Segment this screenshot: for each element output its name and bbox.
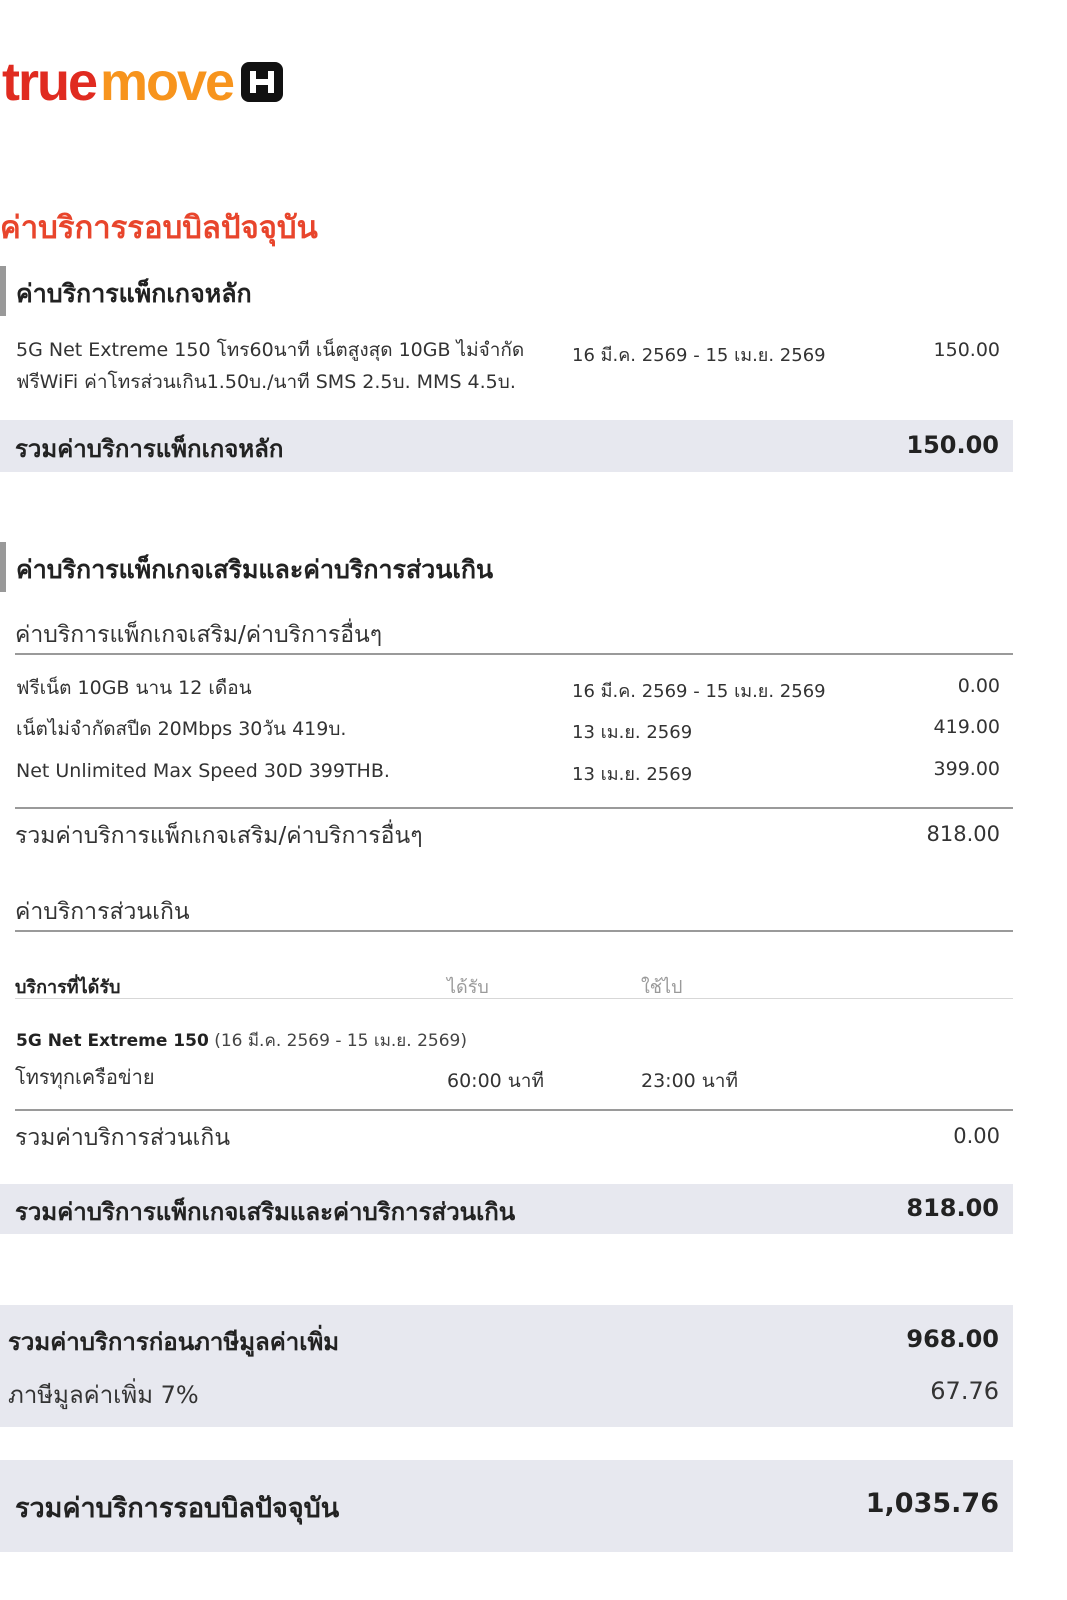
grand-total-amount: 1,035.76 (865, 1488, 999, 1519)
logo-h-icon (247, 68, 277, 96)
overage-heading: ค่าบริการส่วนเกิน (15, 899, 190, 925)
addon-total-amount: 818.00 (906, 1194, 999, 1222)
logo-h-badge (241, 62, 283, 102)
col-header-used: ใช้ไป (641, 977, 683, 998)
usage-package-period: (16 มี.ค. 2569 - 15 เม.ย. 2569) (214, 1031, 467, 1051)
usage-package-line (16, 1027, 467, 1054)
page-title: ค่าบริการรอบบิลปัจจุบัน (0, 210, 318, 246)
col-header-received: ได้รับ (447, 977, 489, 998)
addon-item-desc: ฟรีเน็ต 10GB นาน 12 เดือน (16, 677, 252, 699)
overage-total-amount: 0.00 (953, 1124, 1000, 1148)
logo-move-text: move (100, 52, 234, 112)
main-package-desc-line2: ฟรีWiFi ค่าโทรส่วนเกิน1.50บ./นาที SMS 2.5บ. MMS 4.5บ. (16, 371, 516, 393)
usage-row-used: 23:00 นาที (641, 1070, 738, 1092)
main-package-heading-text: ค่าบริการแพ็กเกจหลัก (16, 279, 252, 308)
main-package-heading (0, 266, 706, 316)
others-total-amount: 818.00 (926, 822, 1000, 846)
main-package-total-label: รวมค่าบริการแพ็กเกจหลัก (15, 435, 284, 463)
overage-total-divider (15, 1109, 1013, 1111)
others-total-divider (15, 807, 1013, 809)
grand-total-band (0, 1460, 1013, 1552)
pre-vat-amount: 968.00 (906, 1325, 999, 1353)
pre-vat-label: รวมค่าบริการก่อนภาษีมูลค่าเพิ่ม (8, 1328, 340, 1356)
main-package-period: 16 มี.ค. 2569 - 15 เม.ย. 2569 (572, 345, 826, 366)
summary-band (0, 1305, 1013, 1427)
overage-total-label: รวมค่าบริการส่วนเกิน (15, 1125, 231, 1151)
addon-item-period: 13 เม.ย. 2569 (572, 764, 693, 785)
main-package-total-amount: 150.00 (906, 431, 999, 459)
logo-true-text: true (2, 52, 97, 112)
addon-total-label: รวมค่าบริการแพ็กเกจเสริมและค่าบริการส่วนเกิน (15, 1198, 516, 1226)
main-package-desc-line1: 5G Net Extreme 150 โทร60นาที เน็ตสูงสุด 10GB ไม่จำกัด (16, 339, 525, 361)
addon-heading (0, 542, 706, 592)
addon-item-period: 13 เม.ย. 2569 (572, 722, 693, 743)
overage-heading-divider (15, 930, 1013, 932)
others-heading-divider (15, 653, 1013, 655)
addon-total-band (0, 1184, 1013, 1234)
main-package-amount: 150.00 (933, 339, 1000, 361)
col-header-service: บริการที่ได้รับ (15, 977, 121, 998)
others-heading: ค่าบริการแพ็กเกจเสริม/ค่าบริการอื่นๆ (15, 622, 383, 648)
main-package-total-band (0, 420, 1013, 472)
usage-package-name: 5G Net Extreme 150 (16, 1031, 209, 1051)
others-total-label: รวมค่าบริการแพ็กเกจเสริม/ค่าบริการอื่นๆ (15, 823, 423, 849)
addon-item-desc: เน็ตไม่จำกัดสปีด 20Mbps 30วัน 419บ. (16, 718, 347, 740)
vat-amount: 67.76 (930, 1377, 999, 1405)
addon-item-period: 16 มี.ค. 2569 - 15 เม.ย. 2569 (572, 681, 826, 702)
vat-label: ภาษีมูลค่าเพิ่ม 7% (8, 1381, 199, 1409)
addon-item-amount: 0.00 (957, 675, 1000, 697)
addon-item-amount: 399.00 (933, 758, 1000, 780)
addon-item-amount: 419.00 (933, 716, 1000, 738)
addon-item-desc: Net Unlimited Max Speed 30D 399THB. (16, 760, 390, 782)
truemove-h-logo (2, 52, 283, 112)
usage-row-service: โทรทุกเครือข่าย (15, 1065, 155, 1089)
grand-total-label: รวมค่าบริการรอบบิลปัจจุบัน (15, 1493, 340, 1524)
main-package-description (16, 334, 561, 398)
addon-heading-text: ค่าบริการแพ็กเกจเสริมและค่าบริการส่วนเกิน (16, 555, 494, 584)
usage-row-received: 60:00 นาที (447, 1070, 544, 1092)
column-header-divider (15, 998, 1013, 999)
